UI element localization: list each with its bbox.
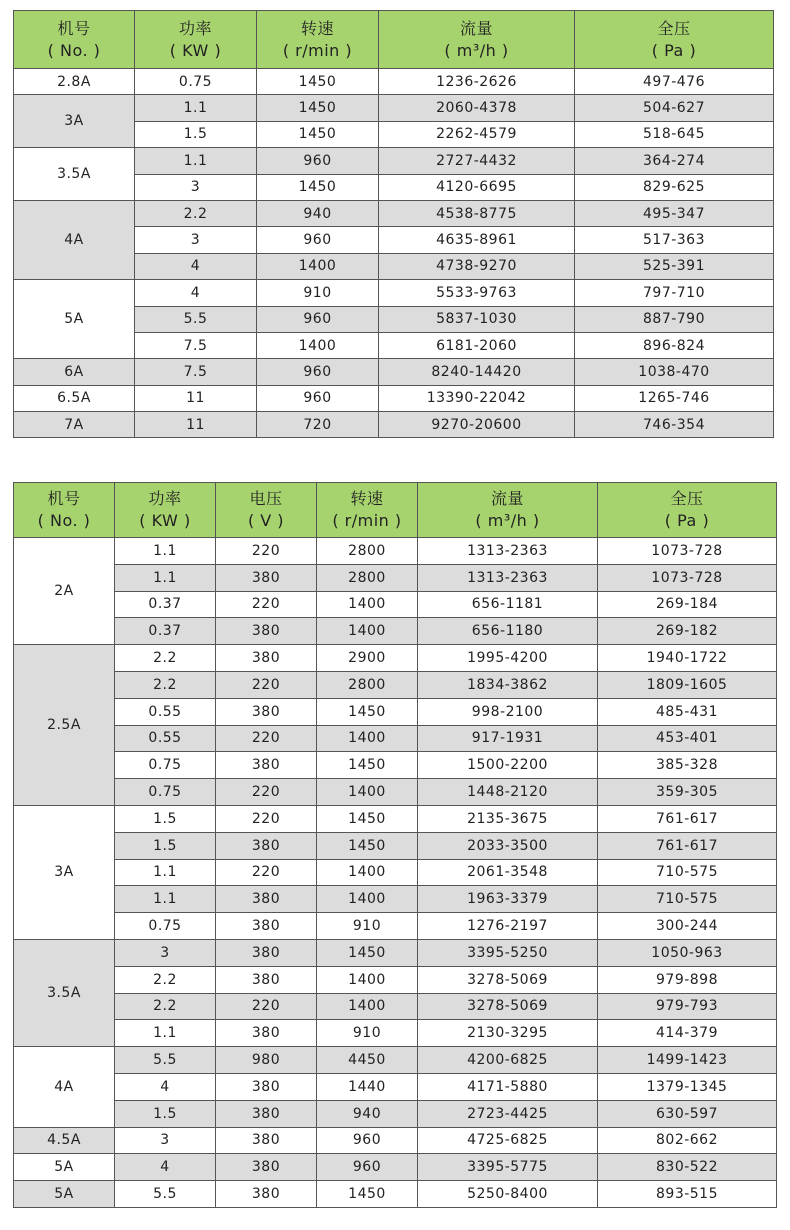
cell-flow: 13390-22042 <box>379 385 575 411</box>
cell-flow: 8240-14420 <box>379 359 575 385</box>
cell-flow: 917-1931 <box>418 725 598 752</box>
cell-model: 3A <box>14 805 115 939</box>
cell-speed: 1400 <box>317 725 418 752</box>
cell-pressure: 1940-1722 <box>598 645 777 672</box>
table-row <box>14 385 774 411</box>
cell-power: 1.1 <box>135 148 257 174</box>
header-pressure: 全压 ( Pa ) <box>575 11 774 69</box>
cell-flow: 2723-4425 <box>418 1100 598 1127</box>
cell-power: 2.2 <box>115 966 216 993</box>
cell-power: 5.5 <box>115 1181 216 1208</box>
cell-pressure: 979-793 <box>598 993 777 1020</box>
cell-speed: 1450 <box>317 939 418 966</box>
cell-power: 0.37 <box>115 618 216 645</box>
cell-power: 11 <box>135 385 257 411</box>
cell-voltage: 220 <box>216 591 317 618</box>
cell-model: 2.8A <box>14 69 135 95</box>
table-row <box>14 538 777 565</box>
table-row <box>14 1073 777 1100</box>
cell-flow: 4635-8961 <box>379 227 575 253</box>
cell-speed: 910 <box>317 1020 418 1047</box>
cell-pressure: 364-274 <box>575 148 774 174</box>
table-body <box>14 538 777 1208</box>
cell-flow: 4538-8775 <box>379 200 575 226</box>
cell-power: 3 <box>115 939 216 966</box>
table-row <box>14 913 777 940</box>
cell-flow: 9270-20600 <box>379 412 575 438</box>
cell-power: 7.5 <box>135 332 257 358</box>
cell-pressure: 1073-728 <box>598 564 777 591</box>
cell-flow: 2135-3675 <box>418 805 598 832</box>
cell-model: 4.5A <box>14 1127 115 1154</box>
cell-speed: 1400 <box>317 618 418 645</box>
cell-speed: 2800 <box>317 538 418 565</box>
table-row <box>14 412 774 438</box>
table-row <box>14 832 777 859</box>
cell-power: 0.75 <box>115 752 216 779</box>
table-row <box>14 69 774 95</box>
cell-flow: 3395-5775 <box>418 1154 598 1181</box>
cell-speed: 1400 <box>317 966 418 993</box>
header-power: 功率 ( KW ) <box>135 11 257 69</box>
cell-flow: 2130-3295 <box>418 1020 598 1047</box>
header-flow: 流量 ( m³/h ) <box>418 483 598 538</box>
cell-pressure: 1265-746 <box>575 385 774 411</box>
cell-model: 2.5A <box>14 645 115 806</box>
table-row <box>14 645 777 672</box>
table-row <box>14 1181 777 1208</box>
header-speed: 转速 ( r/min ) <box>257 11 379 69</box>
cell-model: 3A <box>14 95 135 148</box>
cell-model: 4A <box>14 200 135 279</box>
table-row <box>14 1100 777 1127</box>
cell-power: 4 <box>135 280 257 306</box>
cell-speed: 1450 <box>257 174 379 200</box>
cell-power: 1.1 <box>115 859 216 886</box>
cell-speed: 1450 <box>317 1181 418 1208</box>
cell-flow: 656-1181 <box>418 591 598 618</box>
cell-power: 7.5 <box>135 359 257 385</box>
cell-power: 0.37 <box>115 591 216 618</box>
cell-flow: 3395-5250 <box>418 939 598 966</box>
table-row <box>14 1154 777 1181</box>
cell-speed: 1400 <box>317 886 418 913</box>
cell-voltage: 380 <box>216 832 317 859</box>
cell-pressure: 1809-1605 <box>598 671 777 698</box>
table-row <box>14 859 777 886</box>
cell-power: 1.1 <box>115 564 216 591</box>
header-pressure: 全压 ( Pa ) <box>598 483 777 538</box>
cell-power: 1.5 <box>115 805 216 832</box>
cell-speed: 960 <box>257 306 379 332</box>
cell-power: 1.5 <box>115 832 216 859</box>
cell-speed: 960 <box>317 1127 418 1154</box>
cell-speed: 960 <box>257 227 379 253</box>
cell-speed: 1440 <box>317 1073 418 1100</box>
cell-flow: 1313-2363 <box>418 564 598 591</box>
header-model: 机号 ( No. ) <box>14 483 115 538</box>
cell-speed: 960 <box>257 359 379 385</box>
cell-voltage: 220 <box>216 993 317 1020</box>
cell-flow: 656-1180 <box>418 618 598 645</box>
cell-power: 1.1 <box>135 95 257 121</box>
cell-pressure: 710-575 <box>598 859 777 886</box>
cell-power: 2.2 <box>115 645 216 672</box>
cell-pressure: 517-363 <box>575 227 774 253</box>
cell-model: 4A <box>14 1047 115 1127</box>
cell-pressure: 385-328 <box>598 752 777 779</box>
cell-flow: 2061-3548 <box>418 859 598 886</box>
cell-flow: 4120-6695 <box>379 174 575 200</box>
cell-speed: 2800 <box>317 564 418 591</box>
cell-power: 0.55 <box>115 698 216 725</box>
cell-flow: 5837-1030 <box>379 306 575 332</box>
table-row <box>14 886 777 913</box>
header-model: 机号 ( No. ) <box>14 11 135 69</box>
cell-flow: 1500-2200 <box>418 752 598 779</box>
cell-voltage: 380 <box>216 698 317 725</box>
table-row <box>14 1020 777 1047</box>
cell-speed: 720 <box>257 412 379 438</box>
cell-pressure: 300-244 <box>598 913 777 940</box>
cell-speed: 910 <box>317 913 418 940</box>
cell-power: 4 <box>115 1154 216 1181</box>
cell-model: 5A <box>14 280 135 359</box>
table-row <box>14 698 777 725</box>
cell-speed: 2800 <box>317 671 418 698</box>
table-row <box>14 148 774 174</box>
table-row <box>14 1047 777 1074</box>
cell-voltage: 220 <box>216 805 317 832</box>
table-row <box>14 95 774 121</box>
cell-flow: 2727-4432 <box>379 148 575 174</box>
cell-speed: 1400 <box>257 332 379 358</box>
cell-power: 5.5 <box>135 306 257 332</box>
cell-flow: 4200-6825 <box>418 1047 598 1074</box>
cell-power: 1.5 <box>115 1100 216 1127</box>
cell-power: 0.75 <box>115 779 216 806</box>
cell-flow: 4171-5880 <box>418 1073 598 1100</box>
cell-pressure: 979-898 <box>598 966 777 993</box>
cell-pressure: 896-824 <box>575 332 774 358</box>
table-row <box>14 1127 777 1154</box>
cell-speed: 1450 <box>257 69 379 95</box>
cell-pressure: 761-617 <box>598 805 777 832</box>
cell-power: 3 <box>135 174 257 200</box>
table-row <box>14 939 777 966</box>
cell-speed: 1450 <box>317 832 418 859</box>
cell-voltage: 380 <box>216 886 317 913</box>
cell-speed: 1400 <box>257 253 379 279</box>
cell-speed: 1400 <box>317 591 418 618</box>
cell-model: 6.5A <box>14 385 135 411</box>
cell-power: 2.2 <box>115 671 216 698</box>
cell-model: 7A <box>14 412 135 438</box>
cell-speed: 1400 <box>317 859 418 886</box>
cell-pressure: 485-431 <box>598 698 777 725</box>
cell-pressure: 453-401 <box>598 725 777 752</box>
cell-speed: 1400 <box>317 779 418 806</box>
cell-pressure: 1050-963 <box>598 939 777 966</box>
cell-flow: 1995-4200 <box>418 645 598 672</box>
table-row <box>14 725 777 752</box>
cell-speed: 1450 <box>317 752 418 779</box>
table-body <box>14 69 774 438</box>
cell-power: 3 <box>135 227 257 253</box>
cell-flow: 1276-2197 <box>418 913 598 940</box>
cell-pressure: 1499-1423 <box>598 1047 777 1074</box>
cell-voltage: 980 <box>216 1047 317 1074</box>
cell-voltage: 380 <box>216 1181 317 1208</box>
table-row <box>14 200 774 226</box>
cell-speed: 1450 <box>257 121 379 147</box>
cell-pressure: 893-515 <box>598 1181 777 1208</box>
fan-spec-table-2 <box>13 482 777 1208</box>
table-row <box>14 359 774 385</box>
table-row <box>14 618 777 645</box>
cell-speed: 1400 <box>317 993 418 1020</box>
cell-speed: 1450 <box>317 698 418 725</box>
cell-voltage: 380 <box>216 966 317 993</box>
cell-power: 4 <box>115 1073 216 1100</box>
table-row <box>14 280 774 306</box>
cell-speed: 940 <box>317 1100 418 1127</box>
cell-pressure: 797-710 <box>575 280 774 306</box>
cell-speed: 910 <box>257 280 379 306</box>
cell-voltage: 220 <box>216 859 317 886</box>
table-row <box>14 805 777 832</box>
cell-voltage: 380 <box>216 645 317 672</box>
cell-pressure: 518-645 <box>575 121 774 147</box>
cell-speed: 960 <box>257 385 379 411</box>
cell-speed: 1450 <box>317 805 418 832</box>
cell-flow: 3278-5069 <box>418 966 598 993</box>
cell-voltage: 380 <box>216 913 317 940</box>
cell-speed: 4450 <box>317 1047 418 1074</box>
table-row <box>14 671 777 698</box>
cell-flow: 1236-2626 <box>379 69 575 95</box>
cell-pressure: 414-379 <box>598 1020 777 1047</box>
cell-flow: 6181-2060 <box>379 332 575 358</box>
cell-voltage: 380 <box>216 1073 317 1100</box>
cell-power: 1.1 <box>115 886 216 913</box>
table-row <box>14 591 777 618</box>
fan-spec-table-1 <box>13 10 774 438</box>
cell-speed: 960 <box>257 148 379 174</box>
cell-power: 1.1 <box>115 1020 216 1047</box>
cell-power: 1.1 <box>115 538 216 565</box>
cell-pressure: 525-391 <box>575 253 774 279</box>
cell-voltage: 380 <box>216 564 317 591</box>
cell-pressure: 1379-1345 <box>598 1073 777 1100</box>
cell-flow: 2262-4579 <box>379 121 575 147</box>
cell-power: 5.5 <box>115 1047 216 1074</box>
cell-power: 1.5 <box>135 121 257 147</box>
cell-voltage: 220 <box>216 538 317 565</box>
cell-model: 3.5A <box>14 148 135 201</box>
cell-model: 5A <box>14 1181 115 1208</box>
cell-power: 3 <box>115 1127 216 1154</box>
cell-flow: 5250-8400 <box>418 1181 598 1208</box>
header-power: 功率 ( KW ) <box>115 483 216 538</box>
cell-pressure: 269-184 <box>598 591 777 618</box>
cell-speed: 1450 <box>257 95 379 121</box>
header-voltage: 电压 ( V ) <box>216 483 317 538</box>
cell-voltage: 220 <box>216 779 317 806</box>
cell-voltage: 380 <box>216 1127 317 1154</box>
cell-pressure: 1073-728 <box>598 538 777 565</box>
cell-model: 3.5A <box>14 939 115 1046</box>
table-row <box>14 564 777 591</box>
cell-pressure: 746-354 <box>575 412 774 438</box>
cell-pressure: 1038-470 <box>575 359 774 385</box>
cell-speed: 940 <box>257 200 379 226</box>
cell-power: 4 <box>135 253 257 279</box>
cell-flow: 1834-3862 <box>418 671 598 698</box>
cell-flow: 4725-6825 <box>418 1127 598 1154</box>
table-row <box>14 752 777 779</box>
table-row <box>14 966 777 993</box>
cell-flow: 2060-4378 <box>379 95 575 121</box>
cell-pressure: 630-597 <box>598 1100 777 1127</box>
cell-power: 2.2 <box>115 993 216 1020</box>
cell-flow: 2033-3500 <box>418 832 598 859</box>
cell-power: 2.2 <box>135 200 257 226</box>
cell-flow: 998-2100 <box>418 698 598 725</box>
cell-model: 6A <box>14 359 135 385</box>
cell-pressure: 710-575 <box>598 886 777 913</box>
cell-pressure: 359-305 <box>598 779 777 806</box>
header-speed: 转速 ( r/min ) <box>317 483 418 538</box>
cell-flow: 4738-9270 <box>379 253 575 279</box>
cell-flow: 1313-2363 <box>418 538 598 565</box>
cell-pressure: 495-347 <box>575 200 774 226</box>
cell-speed: 2900 <box>317 645 418 672</box>
cell-power: 0.75 <box>115 913 216 940</box>
table-row <box>14 779 777 806</box>
cell-voltage: 380 <box>216 1020 317 1047</box>
cell-pressure: 887-790 <box>575 306 774 332</box>
cell-speed: 960 <box>317 1154 418 1181</box>
header-flow: 流量 ( m³/h ) <box>379 11 575 69</box>
cell-voltage: 380 <box>216 618 317 645</box>
cell-pressure: 829-625 <box>575 174 774 200</box>
cell-voltage: 380 <box>216 752 317 779</box>
cell-pressure: 802-662 <box>598 1127 777 1154</box>
cell-pressure: 269-182 <box>598 618 777 645</box>
cell-pressure: 830-522 <box>598 1154 777 1181</box>
cell-power: 0.75 <box>135 69 257 95</box>
cell-flow: 3278-5069 <box>418 993 598 1020</box>
cell-voltage: 380 <box>216 939 317 966</box>
cell-pressure: 504-627 <box>575 95 774 121</box>
table-header-row <box>14 483 777 538</box>
cell-power: 11 <box>135 412 257 438</box>
cell-model: 2A <box>14 538 115 645</box>
cell-power: 0.55 <box>115 725 216 752</box>
cell-pressure: 497-476 <box>575 69 774 95</box>
cell-flow: 1448-2120 <box>418 779 598 806</box>
cell-voltage: 220 <box>216 725 317 752</box>
table-row <box>14 993 777 1020</box>
cell-voltage: 220 <box>216 671 317 698</box>
table-header-row <box>14 11 774 69</box>
cell-model: 5A <box>14 1154 115 1181</box>
cell-voltage: 380 <box>216 1154 317 1181</box>
cell-flow: 1963-3379 <box>418 886 598 913</box>
cell-flow: 5533-9763 <box>379 280 575 306</box>
cell-voltage: 380 <box>216 1100 317 1127</box>
cell-pressure: 761-617 <box>598 832 777 859</box>
